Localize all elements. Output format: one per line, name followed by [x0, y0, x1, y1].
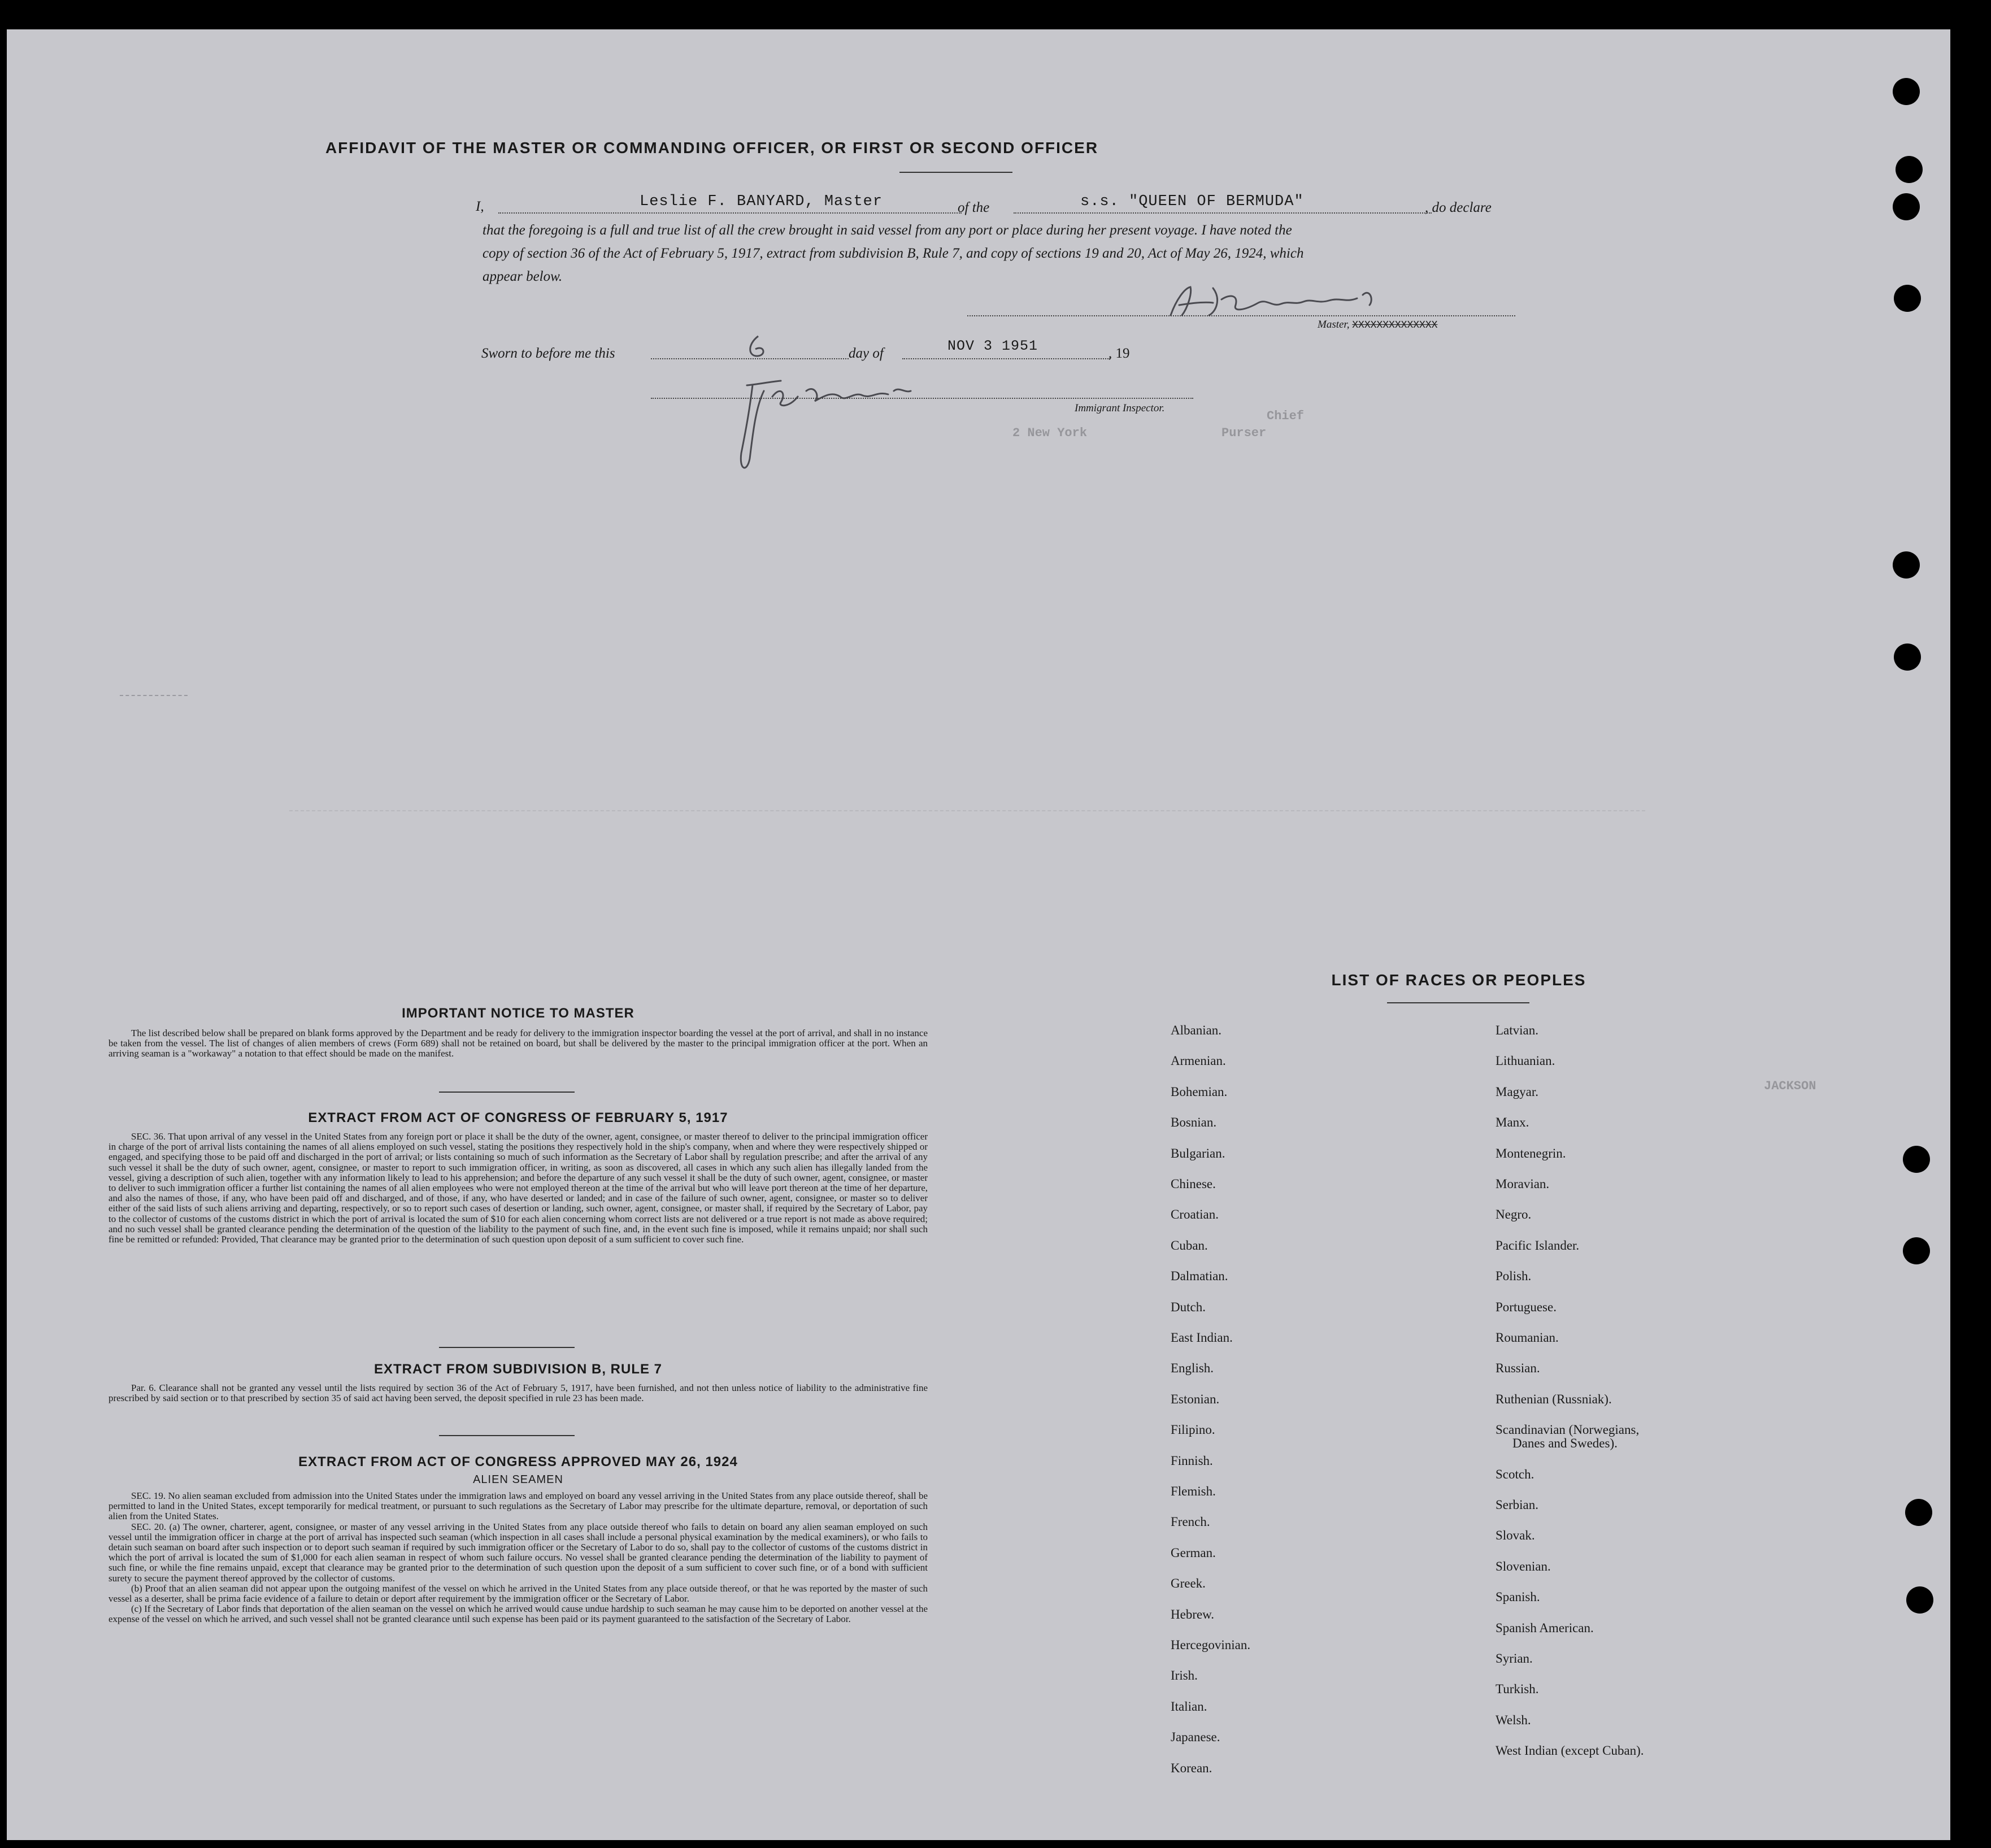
- sworn-prefix: Sworn to before me this: [481, 346, 615, 361]
- race-item: Ruthenian (Russniak).: [1496, 1392, 1612, 1406]
- extract-1917-title: EXTRACT FROM ACT OF CONGRESS OF FEBRUARY 5, 1917: [308, 1110, 728, 1125]
- notice-divider: [439, 1092, 575, 1093]
- sworn-day-handwriting: [741, 333, 775, 362]
- inspector-dotted-line: [651, 398, 1193, 399]
- inspector-caption: Immigrant Inspector.: [1075, 402, 1165, 414]
- vessel-dotted-line: [1014, 212, 1432, 214]
- race-item: Negro.: [1496, 1207, 1532, 1222]
- race-item: Spanish American.: [1496, 1620, 1594, 1635]
- race-item: Croatian.: [1171, 1207, 1219, 1222]
- do-declare-label: , do declare: [1425, 200, 1492, 215]
- affidavit-line-3: copy of section 36 of the Act of February 5, 1917, extract from subdivision B, Rule 7, and copy of sections 19 and 20, Act of May 26, 1924, which: [482, 246, 1304, 261]
- race-item: Armenian.: [1171, 1054, 1226, 1068]
- sworn-date-dotted-line: [902, 358, 1110, 359]
- faint-divider: [289, 810, 1645, 811]
- notice-body: The list described below shall be prepared on blank forms approved by the Department and be ready for delivery to the immigration inspector boarding the vessel at the port of arrival, and shall in no instance be taken from the vessel. The list of changes of alien members of crews (Form 689) shall not be retained on board, but shall be delivered by the master to the principal immigration officer at the port. When an arriving seaman is a "workaway" a notation to that effect should be made on the manifest.: [108, 1028, 928, 1059]
- race-item: Slovak.: [1496, 1528, 1535, 1543]
- extract-1924-sec20a: SEC. 20. (a) The owner, charterer, agent, consignee, or master of any vessel arriving in the United States from any place outside thereof who fails to detain on board any alien seaman employed on such vessel until the immigration officer in charge at the port of arrival has inspected such seaman (which inspection in all cases shall include a personal physical examination by the medical examiners), or who fails to detain such seaman on board after such inspection or to deport such seaman if required by such immigration officer or the Secretary of Labor to do so, shall pay to the collector of customs of the customs district in which the port of arrival is located the sum of $1,000 for each alien seaman in respect of whom such failure occurs. No vessel shall be granted clearance pending the determination of the liability to payment of such fine, or while the fine remains unpaid, except that clearance may be granted prior to the determination of such question upon the deposit of a sum sufficient to cover such fine, or of a bond with sufficient surety to secure the payment thereof approved by the collector of customs.: [108, 1521, 928, 1584]
- race-item: Albanian.: [1171, 1023, 1222, 1037]
- race-item: Korean.: [1171, 1760, 1212, 1775]
- race-item: Montenegrin.: [1496, 1146, 1566, 1160]
- binder-hole: [1903, 1237, 1930, 1264]
- master-name: Leslie F. BANYARD, Master: [640, 193, 883, 210]
- extract-1917-body: SEC. 36. That upon arrival of any vessel in the United States from any foreign port or place it shall be the duty of the owner, agent, consignee, or master thereof to deliver to the principal immigration officer in charge of the port of arrival lists containing the names of all aliens employed on such vessel, stating the positions they respectively hold in the ship's company, when and where they were respectively shipped or engaged, and specifying those to be paid off and discharged in the port of arrival; or lists containing so much of such information as the Secretary of Labor shall by regulation prescribe; and after the arrival of any such vessel it shall be the duty of such owner, agent, consignee, or master to report to such immigration officer, in writing, as soon as discovered, all cases in which any such alien has illegally landed from the vessel, giving a description of such alien, together with any information likely to lead to his apprehension; and before the departure of any such vessel it shall be the duty of such owner, agent, consignee, or master to deliver to such immigration officer a further list containing the names of all alien employees who were not employed thereon at the time of the arrival but who will leave port thereon at the time of her departure, and also the names of those, if any, who have been paid off and discharged, and of those, if any, who have deserted or landed; and in case of the failure of such owner, agent, consignee, or master so to deliver either of the said lists of such aliens arriving and departing, respectively, or so to report such cases of desertion or landing, such owner, agent, consignee, or master shall, if required by the Secretary of Labor, pay to the collector of customs of the customs district in which the port of arrival is located the sum of $10 for each alien concerning whom correct lists are not delivered or a true report is not made as above required; and no such vessel shall be granted clearance pending the determination of the question of the liability to the payment of such fine, and, in the event such fine is imposed, while it remains unpaid; nor shall such fine be remitted or refunded: Provided, That clearance may be granted prior to the determination of such question upon deposit of a sum sufficient to cover such fine.: [108, 1131, 928, 1245]
- race-item: Dalmatian.: [1171, 1269, 1228, 1284]
- race-item: Hebrew.: [1171, 1607, 1215, 1621]
- binder-hole: [1893, 78, 1920, 105]
- race-item: Hercegovinian.: [1171, 1638, 1251, 1652]
- race-item: Serbian.: [1496, 1498, 1539, 1512]
- race-item: Finnish.: [1171, 1453, 1213, 1468]
- extract-1924-title: EXTRACT FROM ACT OF CONGRESS APPROVED MAY 26, 1924: [298, 1454, 738, 1469]
- race-item: Cuban.: [1171, 1238, 1208, 1253]
- race-item: German.: [1171, 1545, 1216, 1560]
- binder-hole: [1896, 156, 1923, 183]
- race-item: English.: [1171, 1361, 1214, 1376]
- stamp-purser: Purser: [1221, 426, 1267, 440]
- stamp-chief: Chief: [1267, 409, 1305, 423]
- race-item: Moravian.: [1496, 1177, 1550, 1191]
- master-caption: [1318, 319, 1437, 331]
- binder-hole: [1905, 1499, 1932, 1526]
- race-item: Scotch.: [1496, 1467, 1534, 1481]
- races-title: LIST OF RACES OR PEOPLES: [1331, 971, 1586, 989]
- stamp-new-york: 2 New York: [1012, 426, 1088, 440]
- binder-hole: [1893, 551, 1920, 579]
- race-item: Irish.: [1171, 1668, 1198, 1683]
- race-item: Italian.: [1171, 1699, 1207, 1714]
- binder-hole: [1894, 643, 1921, 671]
- notice-section: [108, 1006, 928, 1059]
- race-item: Dutch.: [1171, 1299, 1206, 1314]
- inspector-signature: [724, 374, 928, 481]
- day-of-label: day of: [849, 346, 884, 361]
- race-item: Bulgarian.: [1171, 1146, 1225, 1160]
- master-caption-label: Master,: [1318, 319, 1350, 331]
- race-item: French.: [1171, 1515, 1210, 1529]
- race-item: Bosnian.: [1171, 1115, 1217, 1130]
- race-item: Japanese.: [1171, 1730, 1220, 1745]
- race-item: Portuguese.: [1496, 1299, 1557, 1314]
- race-item: Filipino.: [1171, 1423, 1215, 1437]
- affidavit-pronoun: I,: [476, 199, 484, 214]
- race-item: Slovenian.: [1496, 1559, 1551, 1573]
- race-item: Welsh.: [1496, 1712, 1531, 1727]
- race-item: Polish.: [1496, 1269, 1532, 1284]
- extract-1924-subtitle: ALIEN SEAMEN: [473, 1473, 563, 1486]
- of-the-label: of the: [958, 200, 990, 215]
- race-item: Scandinavian (Norwegians,: [1496, 1423, 1640, 1437]
- title-underline: [899, 172, 1012, 173]
- document-sheet: [7, 29, 1950, 1840]
- signature-dotted-line: [967, 315, 1515, 316]
- binder-hole: [1893, 193, 1920, 220]
- extract-1917-section: [108, 1110, 928, 1245]
- extract-1924-section: [108, 1454, 928, 1625]
- name-dotted-line: [498, 212, 962, 214]
- race-item: Syrian.: [1496, 1651, 1533, 1666]
- race-item: Greek.: [1171, 1576, 1206, 1591]
- extract-rule7-body: Par. 6. Clearance shall not be granted any vessel until the lists required by section 36 of the Act of February 5, 1917, have been furnished, and not then unless notice of liability to the administrative fine prescribed by said section or to that prescribed by section 35 of said act having been served, the deposit specified in rule 23 has been made.: [108, 1382, 928, 1404]
- race-item: West Indian (except Cuban).: [1496, 1743, 1644, 1758]
- affidavit-title: AFFIDAVIT OF THE MASTER OR COMMANDING OFFICER, OR FIRST OR SECOND OFFICER: [325, 139, 1099, 156]
- race-item: Roumanian.: [1496, 1330, 1559, 1345]
- binder-hole: [1903, 1146, 1930, 1173]
- notice-title: IMPORTANT NOTICE TO MASTER: [402, 1006, 634, 1021]
- binder-hole: [1894, 285, 1921, 312]
- race-item: Latvian.: [1496, 1023, 1538, 1037]
- sworn-date: NOV 3 1951: [947, 338, 1038, 354]
- race-item: East Indian.: [1171, 1330, 1233, 1345]
- extract-1917-divider: [439, 1347, 575, 1348]
- extract-rule7-section: [108, 1362, 928, 1403]
- race-item: Danes and Swedes).: [1512, 1436, 1618, 1451]
- race-item: Manx.: [1496, 1115, 1529, 1130]
- races-divider: [1387, 1002, 1529, 1003]
- race-item: Lithuanian.: [1496, 1054, 1555, 1068]
- race-item: Flemish.: [1171, 1484, 1216, 1498]
- extract-rule7-divider: [439, 1435, 575, 1436]
- race-item: Chinese.: [1171, 1177, 1216, 1191]
- race-item: Russian.: [1496, 1361, 1540, 1376]
- extract-1924-sec19: SEC. 19. No alien seaman excluded from admission into the United States under the immigration laws and employed on board any vessel arriving in the United States from any place outside thereof, shall be permitted to land in the United States, except temporarily for medical treatment, or pursuant to such regulations as the Secretary of Labor may prescribe for the ultimate departure, removal, or deportation of such alien from the United States.: [108, 1490, 928, 1522]
- affidavit-line-4: appear below.: [482, 269, 563, 284]
- vessel-name: s.s. "QUEEN OF BERMUDA": [1080, 193, 1304, 210]
- sworn-year-suffix: , 19: [1108, 346, 1130, 361]
- race-item: Turkish.: [1496, 1682, 1539, 1697]
- race-item: Magyar.: [1496, 1084, 1539, 1099]
- race-item: Bohemian.: [1171, 1084, 1228, 1099]
- race-item: Spanish.: [1496, 1590, 1540, 1605]
- stray-mark: [120, 695, 188, 696]
- extract-rule7-title: EXTRACT FROM SUBDIVISION B, RULE 7: [373, 1362, 663, 1377]
- race-item: Estonian.: [1171, 1392, 1220, 1406]
- stamp-jackson: JACKSON: [1764, 1079, 1816, 1093]
- binder-hole: [1906, 1586, 1933, 1614]
- extract-1924-sec20b: (b) Proof that an alien seaman did not appear upon the outgoing manifest of the vessel on which he arrived in the United States from any place outside thereof, or that he was reported by the master of such vessel as a deserter, shall be prima facie evidence of a failure to detain or deport after requirement by the immigration officer or the Secretary of Labor.: [108, 1582, 928, 1605]
- struck-caption: XXXXXXXXXXXXXX: [1352, 320, 1438, 331]
- extract-1924-sec20c: (c) If the Secretary of Labor finds that deportation of the alien seaman on the vessel on which he arrived would cause undue hardship to such seaman he may cause him to be deported on another vessel at the expense of the vessel on which he arrived, and such vessel shall not be granted clearance until such expense has been paid or its payment guaranteed to the satisfaction of the Secretary of Labor.: [108, 1603, 928, 1625]
- affidavit-line-2: that the foregoing is a full and true list of all the crew brought in said vessel from any port or place during her present voyage. I have noted the: [482, 223, 1292, 238]
- race-item: Pacific Islander.: [1496, 1238, 1580, 1253]
